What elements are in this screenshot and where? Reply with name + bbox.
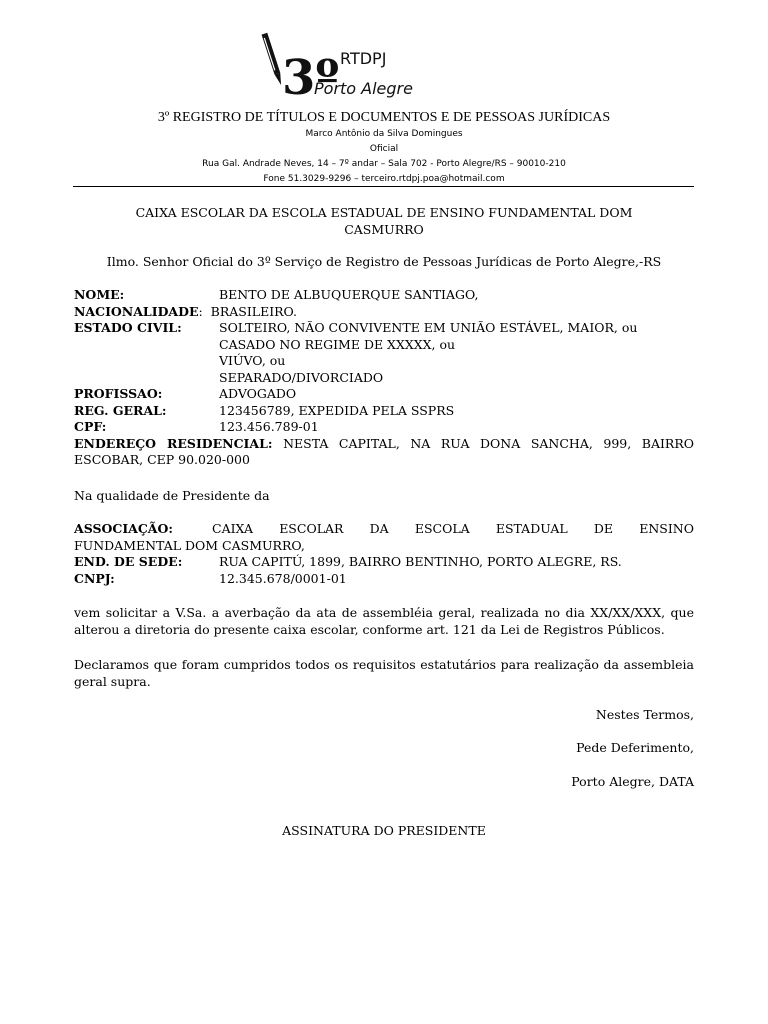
pen-icon <box>258 30 428 104</box>
field-value: NESTA CAPITAL, NA RUA DONA SANCHA, 999, BAIRRO ESCOBAR, CEP 90.020-000 <box>74 435 694 467</box>
declaration-paragraph: Declaramos que foram cumpridos todos os requisitos estatutários para realização da assembleia geral supra. <box>74 657 694 689</box>
rtdpj-logo <box>258 30 428 104</box>
qualidade-text: Na qualidade de Presidente da <box>74 488 270 503</box>
association-fields <box>74 521 694 587</box>
field-nome <box>74 287 694 304</box>
name-word: ESTADUAL <box>495 521 568 536</box>
signature-line: ASSINATURA DO PRESIDENTE <box>282 823 486 838</box>
field-label: ESTADO CIVIL: <box>74 320 182 335</box>
field-value-line: VIÚVO, ou <box>219 353 286 368</box>
field-value: SOLTEIRO, NÃO CONVIVENTE EM UNIÃO ESTÁVEL, MAIOR, ou <box>219 320 638 335</box>
field-estado-civil <box>74 320 694 337</box>
name-word: ESCOLAR <box>279 521 344 536</box>
name-word: ENSINO <box>639 521 694 536</box>
registry-address: Rua Gal. Andrade Neves, 14 – 7º andar – Sala 702 - Porto Alegre/RS – 90010-210 <box>202 159 566 169</box>
field-cnpj <box>74 571 694 588</box>
field-value: : BRASILEIRO. <box>198 303 298 319</box>
president-fields <box>74 287 694 469</box>
request-paragraph: vem solicitar a V.Sa. a averbação da ata de assembléia geral, realizada no dia XX/XX/XXX, que alterou a diretoria do presente caixa escolar, conforme art. 121 da Lei de Registros Públicos. <box>74 605 694 637</box>
official-name: Marco Antônio da Silva Domingues <box>305 129 463 139</box>
name-word: CAIXA <box>212 521 254 536</box>
field-label: NOME: <box>74 287 125 302</box>
closing-place-date: Porto Alegre, DATA <box>571 774 694 789</box>
name-word: DE <box>593 521 614 536</box>
closing-terms: Nestes Termos, <box>595 707 694 722</box>
association-name-words <box>212 521 694 538</box>
field-value: BENTO DE ALBUQUERQUE SANTIAGO, <box>219 287 479 302</box>
registry-contact: Fone 51.3029-9296 – terceiro.rtdpj.poa@hotmail.com <box>263 174 505 184</box>
official-role: Oficial <box>369 144 399 154</box>
logo-brand: RTDPJ <box>340 49 387 68</box>
field-label: ENDEREÇO RESIDENCIAL: <box>74 435 273 451</box>
name-word: DA <box>369 521 389 536</box>
association-name-line <box>74 521 694 538</box>
field-sede <box>74 554 694 571</box>
field-rg <box>74 403 694 420</box>
field-value-line: CASADO NO REGIME DE XXXXX, ou <box>219 336 456 352</box>
name-word: ESCOLA <box>414 521 470 536</box>
field-value: RUA CAPITÚ, 1899, BAIRRO BENTINHO, PORTO ALEGRE, RS. <box>219 554 622 569</box>
field-label: CPF: <box>74 419 107 434</box>
field-cpf <box>74 419 694 436</box>
closing-request: Pede Deferimento, <box>576 740 694 755</box>
field-label: CNPJ: <box>74 570 115 586</box>
field-nacionalidade <box>74 304 694 321</box>
field-label: PROFISSAO: <box>74 386 163 401</box>
field-label: ASSOCIAÇÃO: <box>74 521 174 536</box>
greeting: Ilmo. Senhor Oficial do 3º Serviço de Registro de Pessoas Jurídicas de Porto Alegre,-RS <box>106 254 662 269</box>
field-value: 123456789, EXPEDIDA PELA SSPRS <box>219 402 455 418</box>
entity-title: CAIXA ESCOLAR DA ESCOLA ESTADUAL DE ENSINO FUNDAMENTAL DOM CASMURRO <box>135 205 633 237</box>
registry-title: 3º REGISTRO DE TÍTULOS E DOCUMENTOS E DE PESSOAS JURÍDICAS <box>157 110 611 125</box>
field-value: ADVOGADO <box>219 386 297 401</box>
field-label: END. DE SEDE: <box>74 554 183 569</box>
header-divider <box>73 186 694 187</box>
field-value-line: SEPARADO/DIVORCIADO <box>219 369 384 385</box>
association-name-cont: FUNDAMENTAL DOM CASMURRO, <box>74 537 305 553</box>
logo-numeral: 3º <box>282 50 340 104</box>
field-label: NACIONALIDADE <box>74 303 199 319</box>
field-value: 123.456.789-01 <box>219 419 319 434</box>
field-value: 12.345.678/0001-01 <box>219 570 347 586</box>
field-profissao <box>74 386 694 403</box>
logo-city: Porto Alegre <box>314 79 413 98</box>
field-endereco <box>74 436 694 469</box>
field-label: REG. GERAL: <box>74 402 167 418</box>
